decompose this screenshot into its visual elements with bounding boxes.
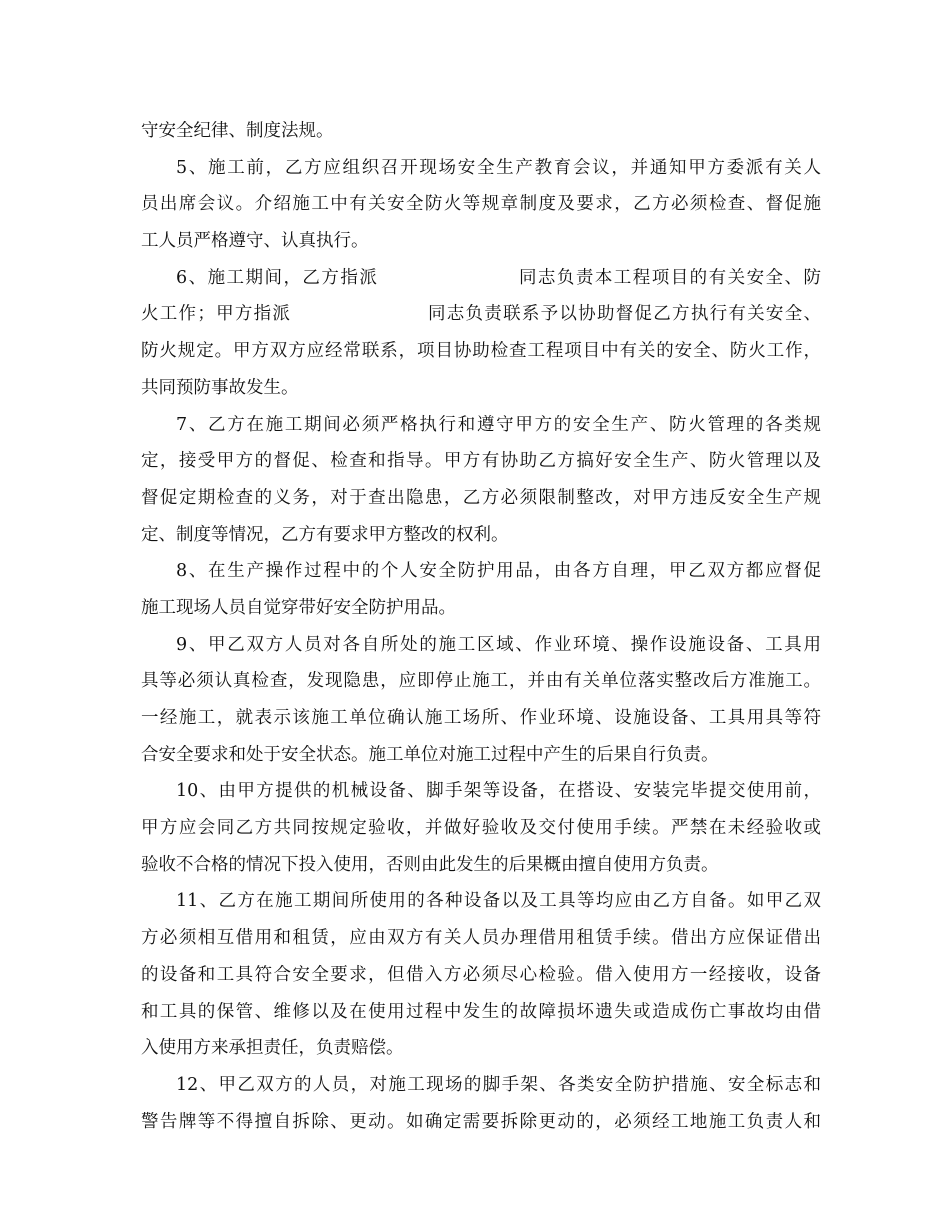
text-line: 具等必须认真检查，发现隐患，应即停止施工，并由有关单位落实整改后方准施工。 [141,671,821,692]
text-line: 9、甲乙双方人员对各自所处的施工区域、作业环境、操作设施设备、工具用 [176,634,821,655]
text-line: 入使用方来承担责任，负责赔偿。 [141,1038,404,1059]
text-line: 警告牌等不得擅自拆除、更动。如确定需要拆除更动的，必须经工地施工负责人和 [141,1111,821,1132]
text-line: 合安全要求和处于安全状态。施工单位对施工过程中产生的后果自行负责。 [141,744,719,765]
text-line: 和工具的保管、维修以及在使用过程中发生的故障损坏遗失或造成伤亡事故均由借 [141,1001,821,1022]
text-line: 火工作；甲方指派 同志负责联系予以协助督促乙方执行有关安全、 [141,304,821,325]
text-line: 验收不合格的情况下投入使用，否则由此发生的后果概由擅自使用方负责。 [141,854,719,875]
text-line: 定、制度等情况，乙方有要求甲方整改的权利。 [141,524,509,545]
text-line: 11、乙方在施工期间所使用的各种设备以及工具等均应由乙方自备。如甲乙双 [176,891,821,912]
text-line: 方必须相互借用和租赁，应由双方有关人员办理借用租赁手续。借出方应保证借出 [141,928,821,949]
text-line: 定，接受甲方的督促、检查和指导。甲方有协助乙方搞好安全生产、防火管理以及 [141,451,821,472]
text-line: 5、施工前，乙方应组织召开现场安全生产教育会议，并通知甲方委派有关人 [176,157,821,178]
text-line: 6、施工期间，乙方指派 同志负责本工程项目的有关安全、防 [176,267,821,288]
text-line: 守安全纪律、制度法规。 [141,121,334,141]
text-line: 共同预防事故发生。 [141,377,299,398]
text-line: 的设备和工具符合安全要求，但借入方必须尽心检验。借入使用方一经接收，设备 [141,964,821,985]
contract-body-text [141,113,821,1140]
text-line: 一经施工，就表示该施工单位确认施工场所、作业环境、设施设备、工具用具等符 [141,708,821,728]
text-line: 甲方应会同乙方共同按规定验收，并做好验收及交付使用手续。严禁在未经验收或 [141,818,821,839]
text-line: 10、由甲方提供的机械设备、脚手架等设备，在搭设、安装完毕提交使用前， [176,781,821,802]
text-line: 员出席会议。介绍施工中有关安全防火等规章制度及要求，乙方必须检查、督促施 [141,194,821,215]
text-line: 防火规定。甲方双方应经常联系，项目协助检查工程项目中有关的安全、防火工作， [141,341,821,362]
text-line: 8、在生产操作过程中的个人安全防护用品，由各方自理，甲乙双方都应督促 [176,561,821,582]
text-line: 7、乙方在施工期间必须严格执行和遵守甲方的安全生产、防火管理的各类规 [176,414,821,435]
text-line: 督促定期检查的义务，对于查出隐患，乙方必须限制整改，对甲方违反安全生产规 [141,487,821,508]
text-line: 工人员严格遵守、认真执行。 [141,231,369,252]
text-line: 12、甲乙双方的人员，对施工现场的脚手架、各类安全防护措施、安全标志和 [176,1074,821,1095]
text-line: 施工现场人员自觉穿带好安全防护用品。 [141,597,456,618]
